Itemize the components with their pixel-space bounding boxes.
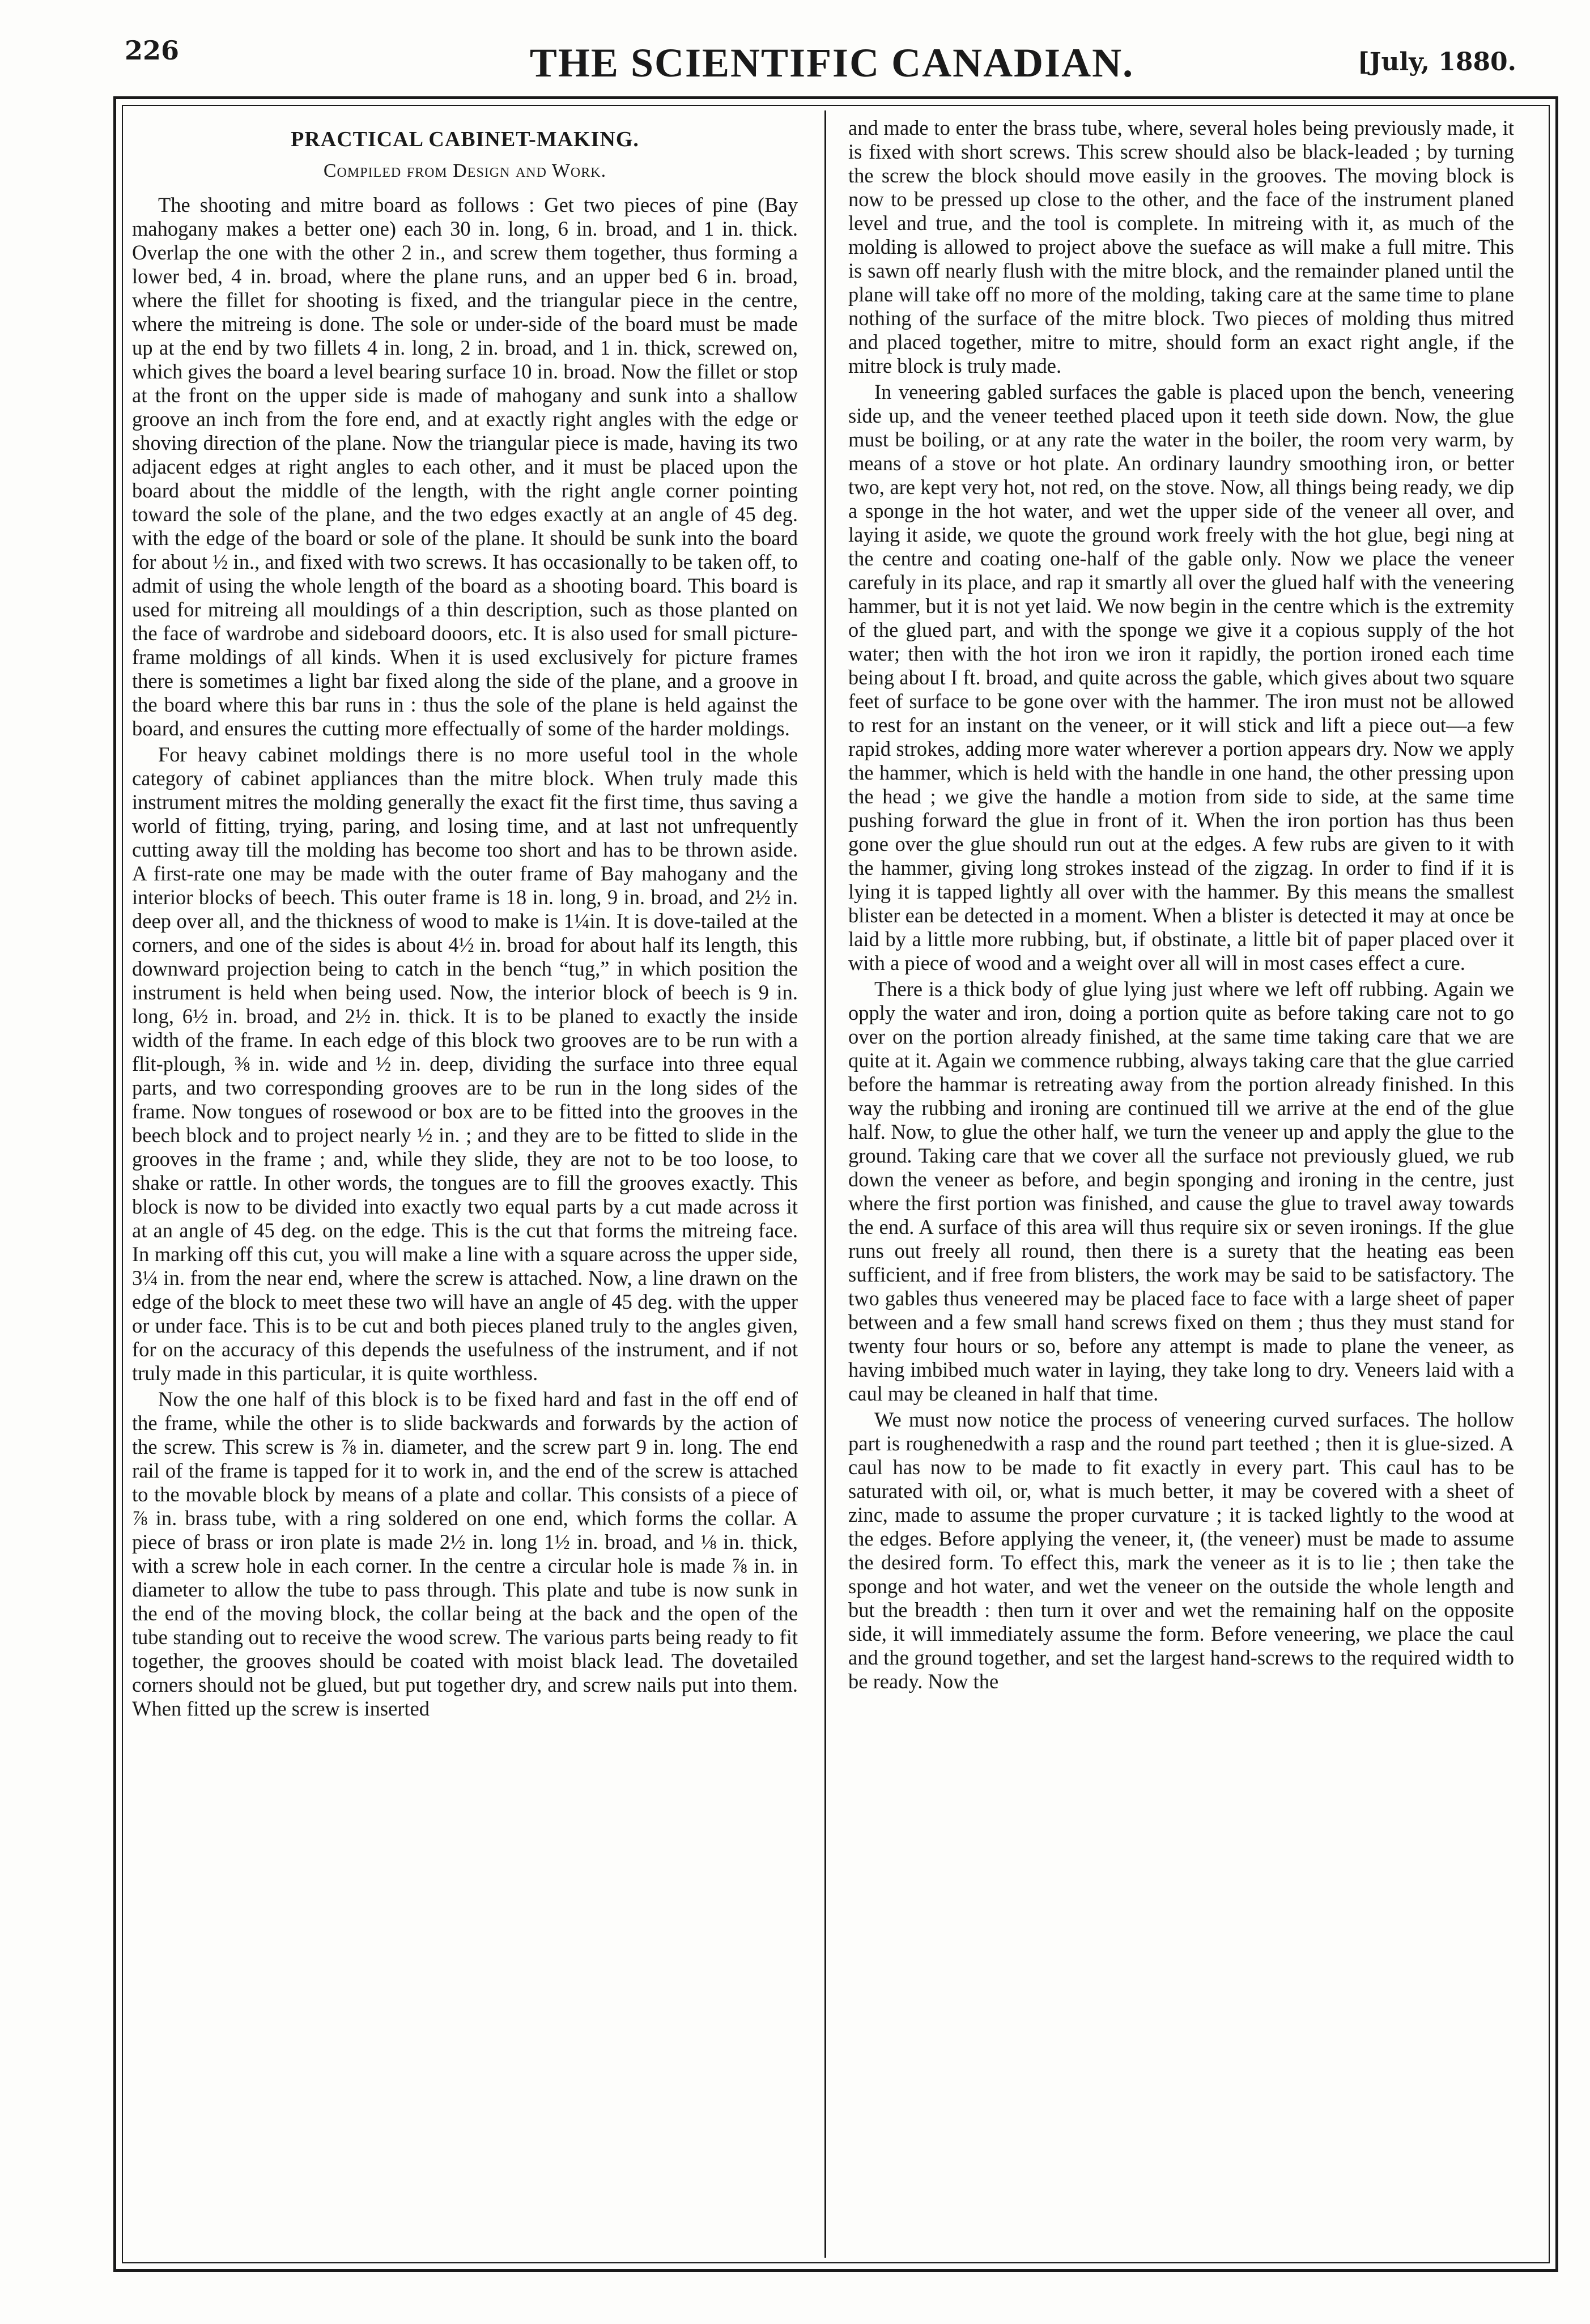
- paragraph: The shooting and mitre board as follows : Get two pieces of pine (Bay mahogany makes a better one) each 30 in. long, 6 in. broad, and 1 in. thick. Overlap the one with the other 2 in., and screw them together, thus forming a lower bed, 4 in. broad, where the plane runs, and an upper bed 6 in. broad, where the fillet for shooting is fixed, and the triangular piece in the centre, where the mitreing is done. The sole or under-side of the board must be made up at the end by two fillets 4 in. long, 2 in. broad, and 1 in. thick, screwed on, which gives the board a level bearing surface 10 in. broad. Now the fillet or stop at the front on the upper side is made of mahogany and sunk into a shallow groove an inch from the fore end, and at exactly right angles with the edge or shoving direction of the plane. Now the triangular piece is made, having its two adjacent edges at right angles to each other, and it must be placed upon the board about the middle of the length, with the right angle corner pointing toward the sole of the plane, and the two edges exactly at an angle of 45 deg. with the edge of the board or sole of the plane. It should be sunk into the board for about ½ in., and fixed with two screws. It has occasionally to be taken off, to admit of using the whole length of the board as a shooting board. This board is used for mitreing all mouldings of a thin description, such as those planted on the face of wardrobe and sideboard dooors, etc. It is also used for small picture-frame moldings of all kinds. When it is used exclusively for picture frames there is sometimes a light bar fixed along the side of the plane, and a groove in the board where this bar runs in : thus the sole of the plane is held against the board, and ensures the cutting more effectually of some of the harder moldings.: [132, 193, 798, 740]
- column-divider: [824, 110, 826, 2258]
- journal-title: THE SCIENTIFIC CANADIAN.: [529, 40, 1134, 86]
- left-column: [132, 116, 798, 2252]
- paragraph: We must now notice the process of veneering curved surfaces. The hollow part is roughenedwith a rasp and the round part teethed ; then it is glue-sized. A caul has now to be made to fit exactly in every part. This caul has to be saturated with oil, or, what is much better, it may be covered with a sheet of zinc, made to assume the proper curvature ; it is tacked lightly to the wood at the edges. Before applying the veneer, it, (the veneer) must be made to assume the desired form. To effect this, mark the veneer as it is to lie ; then take the sponge and hot water, and wet the veneer on the outside the whole length and but the breadth : then turn it over and wet the remaining half on the opposite side, it will immediately assume the form. Before veneering, we place the caul and the ground together, and set the largest hand-screws to the required width to be ready. Now the: [848, 1408, 1514, 1693]
- page-number: 226: [125, 35, 180, 66]
- running-head: [113, 29, 1550, 92]
- article-source: Compiled from Design and Work.: [323, 160, 607, 181]
- paragraph: Now the one half of this block is to be fixed hard and fast in the off end of the frame, while the other is to slide backwards and forwards by the action of the screw. This screw is ⅞ in. diameter, and the screw part 9 in. long. The end rail of the frame is tapped for it to work in, and the end of the screw is attached to the movable block by means of a plate and collar. This consists of a piece of ⅞ in. brass tube, with a ring soldered on one end, which forms the collar. A piece of brass or iron plate is made 2½ in. long 1½ in. broad, and ⅛ in. thick, with a screw hole in each corner. In the centre a circular hole is made ⅞ in. in diameter to allow the tube to pass through. This plate and tube is now sunk in the end of the moving block, the collar being at the back and the open of the tube standing out to receive the wood screw. The various parts being ready to fit together, the grooves should be coated with moist black lead. The dovetailed corners should not be glued, but put together dry, and screw nails put into them. When fitted up the screw is inserted: [132, 1387, 798, 1720]
- right-column: [848, 116, 1514, 2252]
- paragraph-continued: and made to enter the brass tube, where, several holes being previously made, it is fixed with short screws. This screw should also be black-leaded ; by turning the screw the block should move easily in the grooves. The moving block is now to be pressed up close to the other, and the face of the instrument planed level and true, and the tool is complete. In mitreing with it, as much of the molding is allowed to project above the sueface as will make a full mitre. This is sawn off nearly flush with the mitre block, and the remainder planed until the plane will take off no more of the molding, taking care at the same time to plane nothing of the surface of the mitre block. Two pieces of molding thus mitred and placed together, mitre to mitre, should form an exact right angle, if the mitre block is truly made.: [848, 116, 1514, 377]
- issue-date: [July, 1880.: [1357, 48, 1516, 76]
- article-title: PRACTICAL CABINET-MAKING.: [291, 127, 639, 151]
- paragraph: In veneering gabled surfaces the gable is placed upon the bench, veneering side up, and the veneer teethed placed upon it teeth side down. Now, the glue must be boiling, or at any rate the water in the boiler, the room very warm, by means of a stove or hot plate. An ordinary laundry smoothing iron, or better two, are kept very hot, not red, on the stove. Now, all things being ready, we dip a sponge in the hot water, and wet the upper side of the veneer all over, and laying it aside, we quote the ground work freely with the hot glue, begi ning at the centre and coating one-half of the gable only. Now we place the veneer carefuly in its place, and rap it smartly all over the glued half with the veneering hammer, but it is not yet laid. We now begin in the centre which is the extremity of the glued part, and with the sponge we give it a copious supply of the hot water; then with the hot iron we iron it rapidly, the portion ironed each time being about I ft. broad, and quite across the gable, which gives about two square feet of surface to be gone over with the hammer. The iron must not be allowed to rest for an instant on the veneer, or it will stick and lift a piece out—a few rapid strokes, adding more water wherever a portion appears dry. Now we apply the hammer, which is held with the handle in one hand, the other pressing upon the head ; we give the handle a motion from side to side, at the same time pushing forward the glue in front of it. When the iron portion has thus been gone over the glue should run out at the edges. A few rubs are given to it with the hammer, giving long strokes instead of the zigzag. In order to find if it is lying it is tapped lightly all over with the hammer. By this means the smallest blister ean be detected in a moment. When a blister is detected it may at once be laid by a little more rubbing, but, if obstinate, a little bit of paper placed over it with a piece of wood and a weight over all will in most cases effect a cure.: [848, 380, 1514, 974]
- article-frame: [113, 96, 1558, 2272]
- paragraph: There is a thick body of glue lying just where we left off rubbing. Again we opply the water and iron, doing a portion quite as before taking care not to go over on the portion already finished, at the same time taking care that we are quite at it. Again we commence rubbing, always taking care that the glue carried before the hammar is retreating away from the portion already finished. In this way the rubbing and ironing are continued till we arrive at the end of the glue half. Now, to glue the other half, we turn the veneer up and apply the glue to the ground. Taking care that we cover all the surface not previously glued, we rub down the veneer as before, and begin sponging and ironing in the centre, just where the first portion was finished, and cause the glue to travel away towards the end. A surface of this area will thus require six or seven ironings. If the glue runs out freely all round, then there is a surety that the heating eas been sufficient, and if free from blisters, the work may be said to be satisfactory. The two gables thus veneered may be placed face to face with a large sheet of paper between and a few small hand screws fixed on them ; thus they must stand for twenty four hours or so, before any attempt is made to plane the veneer, as having imbibed much water in laying, they take long to dry. Veneers laid with a caul may be cleaned in half that time.: [848, 977, 1514, 1405]
- paragraph: For heavy cabinet moldings there is no more useful tool in the whole category of cabinet appliances than the mitre block. When truly made this instrument mitres the molding generally the exact fit the first time, thus saving a world of fitting, trying, paring, and losing time, and at last not unfrequently cutting away till the molding has become too short and has to be thrown aside. A first-rate one may be made with the outer frame of Bay mahogany and the interior blocks of beech. This outer frame is 18 in. long, 9 in. broad, and 2½ in. deep over all, and the thickness of wood to make is 1¼in. It is dove-tailed at the corners, and one of the sides is about 4½ in. broad for about half its length, this downward projection being to catch in the bench “tug,” in which position the instrument is held when being used. Now, the interior block of beech is 9 in. long, 6½ in. broad, and 2½ in. thick. It is to be planed to exactly the inside width of the frame. In each edge of this block two grooves are to be run with a flit-plough, ⅜ in. wide and ½ in. deep, dividing the surface into three equal parts, and two corresponding grooves are to be run in the long sides of the frame. Now tongues of rosewood or box are to be fitted into the grooves in the beech block and to project nearly ½ in. ; and they are to be fitted to slide in the grooves in the frame ; and, while they slide, they are not to be too loose, to shake or rattle. In other words, the tongues are to fill the grooves exactly. This block is now to be divided into exactly two equal parts by a cut made across it at an angle of 45 deg. on the edge. This is the cut that forms the mitreing face. In marking off this cut, you will make a line with a square across the upper side, 3¼ in. from the near end, where the screw is attached. Now, a line drawn on the edge of the block to meet these two will have an angle of 45 deg. with the upper or under face. This is to be cut and both pieces planed truly to the angles given, for on the accuracy of this depends the usefulness of the instrument, and if not truly made in this particular, it is quite worthless.: [132, 743, 798, 1385]
